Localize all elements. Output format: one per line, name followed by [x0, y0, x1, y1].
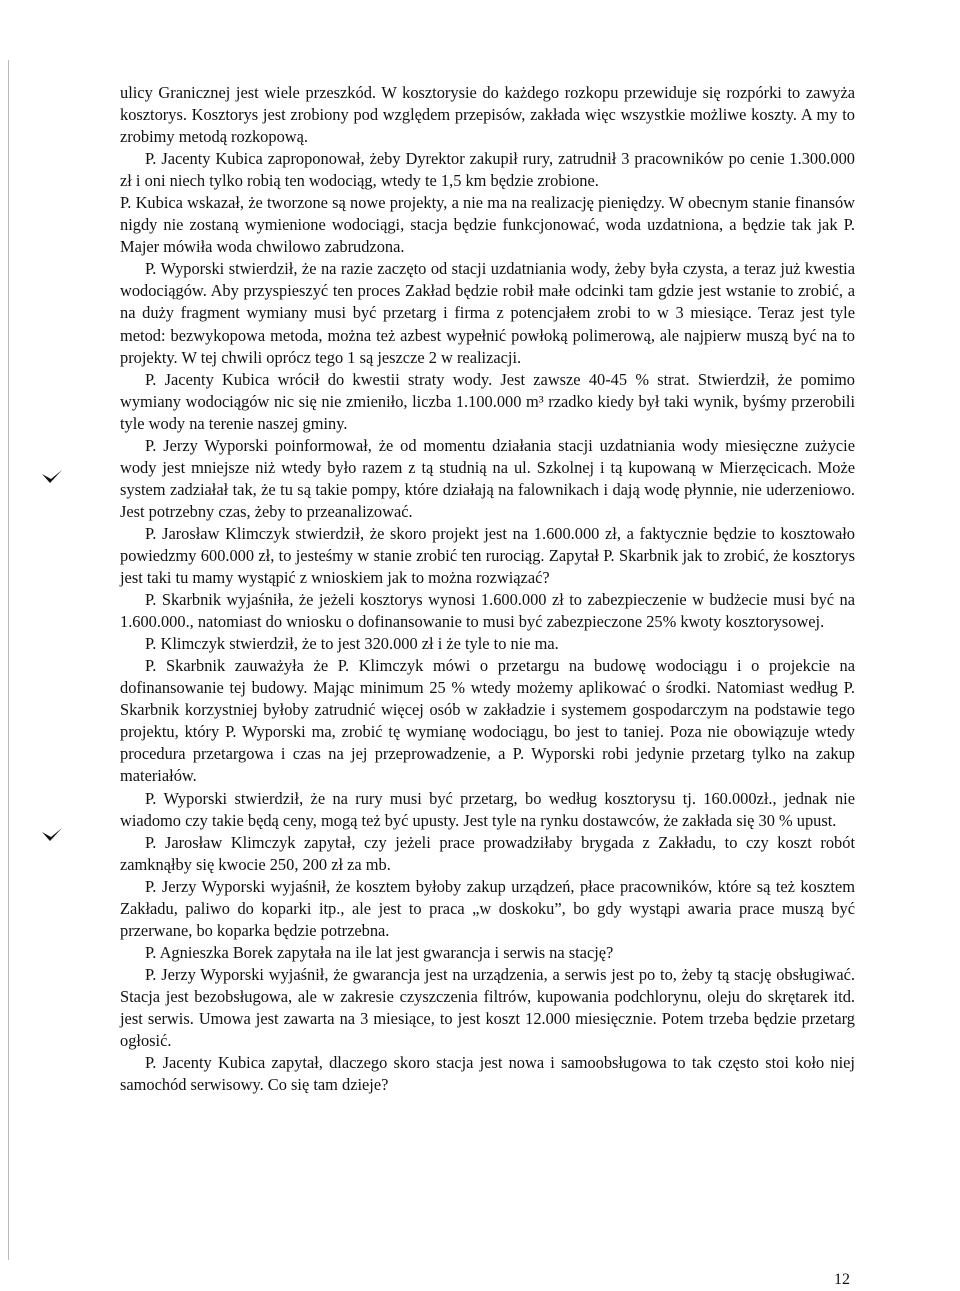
- paragraph: P. Agnieszka Borek zapytała na ile lat jest gwarancja i serwis na stację?: [145, 942, 614, 962]
- paragraph: P. Jacenty Kubica wrócił do kwestii straty wody. Jest zawsze 40-45 % strat. Stwierdził, że pomimo wymiany wodociągów nic się nie zmieniło, liczba 1.100.000 m³ rzadko kiedy był taki wynik, byśmy przerobili tyle wody na terenie naszej gminy.: [120, 369, 855, 433]
- paragraph: P. Skarbnik zauważyła że P. Klimczyk mówi o przetargu na budowę wodociągu i o projekcie na dofinansowanie tej budowy. Mając minimum 25 % wtedy możemy aplikować o środki. Natomiast według P. Skarbnik korzystniej byłoby zatrudnić więcej osób w zakładzie i systemem gospodarczym na podstawie tego projektu, który P. Wyporski ma, zrobić tę wymianę wodociągu, bo jest to taniej. Poza nie obowiązuje wtedy procedura przetargowa i czas na jej przeprowadzenie, a P. Wyporski robi jedynie przetarg tylko na zakup materiałów.: [120, 656, 855, 786]
- paragraph: ulicy Granicznej jest wiele przeszkód. W kosztorysie do każdego rozkopu przewiduje się rozpórki to zawyża kosztorys. Kosztorys jest zrobiony pod względem przepisów, zakłada więc wszystkie możliwe koszty. A my to zrobimy metodą rozkopową.: [120, 83, 855, 147]
- check-mark-icon: [40, 468, 64, 488]
- paragraph: P. Jarosław Klimczyk zapytał, czy jeżeli prace prowadziłaby brygada z Zakładu, to czy koszt robót zamknąłby się kwocie 250, 200 zł za mb.: [120, 832, 855, 874]
- paragraph: P. Jacenty Kubica zapytał, dlaczego skoro stacja jest nowa i samoobsługowa to tak często stoi koło niej samochód serwisowy. Co się tam dzieje?: [120, 1053, 855, 1095]
- paragraph: P. Jerzy Wyporski wyjaśnił, że kosztem byłoby zakup urządzeń, płace pracowników, które są też kosztem Zakładu, paliwo do koparki itp., ale jest to praca „w doskoku”, bo gdy wystąpi awaria prace muszą być przerwane, bo koparka będzie potrzebna.: [120, 876, 855, 940]
- paragraph: P. Jacenty Kubica zaproponował, żeby Dyrektor zakupił rury, zatrudnił 3 pracowników po cenie 1.300.000 zł i oni niech tylko robią ten wodociąg, wtedy te 1,5 km będzie zrobione.: [120, 149, 855, 191]
- scan-edge-line: [8, 60, 9, 1260]
- paragraph: P. Jerzy Wyporski wyjaśnił, że gwarancja jest na urządzenia, a serwis jest po to, żeby tą stację obsługiwać. Stacja jest bezobsługowa, ale w zakresie czyszczenia filtrów, kupowania podchlorynu, oleju do skrętarek itd. jest serwis. Umowa jest zawarta na 3 miesiące, to jest koszt 12.000 miesięcznie. Potem trzeba będzie przetarg ogłosić.: [120, 964, 855, 1051]
- check-mark-icon: [40, 826, 64, 846]
- paragraph: P. Wyporski stwierdził, że na rury musi być przetarg, bo według kosztorysu tj. 160.000zł., jednak nie wiadomo czy takie będą ceny, mogą też być upusty. Jest tyle na rynku dostawców, że zakłada się 30 % upust.: [120, 788, 855, 830]
- paragraph: P. Klimczyk stwierdził, że to jest 320.000 zł i że tyle to nie ma.: [145, 634, 559, 654]
- paragraph: P. Jarosław Klimczyk stwierdził, że skoro projekt jest na 1.600.000 zł, a faktycznie będzie to kosztowało powiedzmy 600.000 zł, to jesteśmy w stanie zrobić ten rurociąg. Zapytał P. Skarbnik jak to zrobić, że kosztorys jest taki tu mamy wystąpić z wnioskiem jak to można rozwiązać?: [120, 523, 855, 588]
- paragraph: P. Wyporski stwierdził, że na razie zaczęto od stacji uzdatniania wody, żeby była czysta, a teraz już kwestia wodociągów. Aby przyspieszyć ten proces Zakład będzie robił małe odcinki tam gdzie jest wstanie to zrobić, a na duży fragment wymiany musi być przetarg i firma z potencjałem zrobi to w 3 miesiące. Teraz jest tyle metod: bezwykopowa metoda, można też azbest wypełnić powłoką polimerową, ale najpierw muszą być na to projekty. W tej chwili oprócz tego 1 są jeszcze 2 w realizacji.: [120, 259, 855, 367]
- paragraph: P. Skarbnik wyjaśniła, że jeżeli kosztorys wynosi 1.600.000 zł to zabezpieczenie w budżecie musi być na 1.600.000., natomiast do wniosku o dofinansowanie to musi być zabezpieczone 25% kwoty kosztorysowej.: [120, 590, 855, 632]
- paragraph: P. Kubica wskazał, że tworzone są nowe projekty, a nie ma na realizację pieniędzy. W obecnym stanie finansów nigdy nie zostaną wymienione wodociągi, stacja będzie funkcjonować, woda uzdatniona, a będzie tak jak P. Majer mówiła woda chwilowo zabrudzona.: [120, 193, 855, 257]
- paragraph: P. Jerzy Wyporski poinformował, że od momentu działania stacji uzdatniania wody miesięczne zużycie wody jest mniejsze niż wtedy było razem z tą studnią na ul. Szkolnej i tą kupowaną w Mierzęcicach. Może system zadziałał tak, że tu są takie pompy, które działają na falownikach i dają wodę płynnie, nie uderzeniowo. Jest potrzebny czas, żeby to przeanalizować.: [120, 435, 855, 521]
- page-number: 12: [834, 1271, 850, 1288]
- document-body: [120, 82, 855, 1096]
